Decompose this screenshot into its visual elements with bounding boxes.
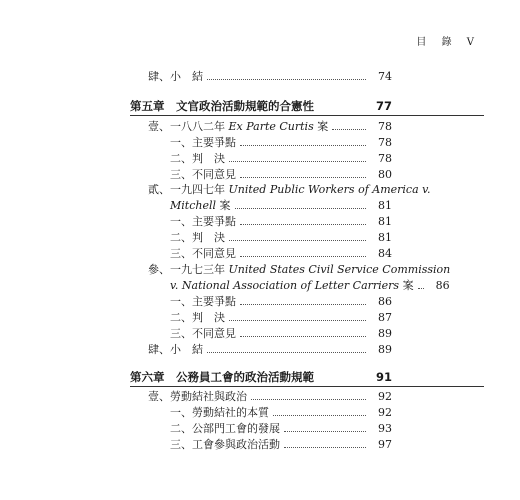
toc-entry-label: v. National Association of Letter Carriers 案 <box>170 279 414 292</box>
toc-entry[interactable] <box>170 438 392 452</box>
toc-page-number: 93 <box>378 422 392 435</box>
leader-dots <box>235 208 367 209</box>
running-header: 目 錄 V <box>416 37 480 48</box>
toc-entry-label: 肆、小 結 <box>148 343 203 356</box>
toc-page-number: 74 <box>378 70 392 83</box>
chapter-title: 第五章 文官政治活動規範的合憲性 <box>130 99 314 113</box>
leader-dots <box>207 79 366 80</box>
toc-page-number: 81 <box>378 199 392 212</box>
toc-entry-label: 一、主要爭點 <box>170 136 236 149</box>
leader-dots <box>229 161 366 162</box>
toc-page-number: 91 <box>375 370 392 384</box>
leader-dots <box>240 336 366 337</box>
toc-entry-label: 壹、一八八二年 Ex Parte Curtis 案 <box>148 120 329 133</box>
leader-dots <box>207 352 366 353</box>
toc-page-number: 89 <box>378 343 392 356</box>
toc-entry-continued[interactable] <box>170 279 450 293</box>
toc-entry[interactable] <box>170 327 392 341</box>
toc-entry-label: 貳、一九四七年 United Public Workers of America v. <box>148 183 431 196</box>
toc-entry-label: 二、公部門工會的發展 <box>170 422 280 435</box>
leader-dots <box>240 224 366 225</box>
leader-dots <box>284 447 366 448</box>
leader-dots <box>284 431 366 432</box>
toc-page-number: 86 <box>435 279 450 292</box>
toc-entry-label: 壹、勞動結社與政治 <box>148 390 247 403</box>
leader-dots <box>229 320 366 321</box>
leader-dots <box>240 177 366 178</box>
toc-entry[interactable] <box>170 136 392 150</box>
toc-entry[interactable] <box>170 168 392 182</box>
toc-entry[interactable] <box>170 215 392 229</box>
toc-entry[interactable] <box>148 70 392 84</box>
toc-page-number: 80 <box>378 168 392 181</box>
toc-chapter-heading[interactable] <box>130 99 392 113</box>
toc-entry-label: 一、主要爭點 <box>170 295 236 308</box>
toc-entry-continued[interactable] <box>170 199 392 213</box>
toc-entry-label: 三、不同意見 <box>170 247 236 260</box>
toc-entry-label: 肆、小 結 <box>148 70 203 83</box>
toc-entry[interactable] <box>148 343 392 357</box>
toc-page-number: 81 <box>378 215 392 228</box>
toc-page-number: 81 <box>378 231 392 244</box>
toc-entry-label: 三、工會參與政治活動 <box>170 438 280 451</box>
leader-dots <box>240 256 366 257</box>
leader-dots <box>251 399 366 400</box>
toc-entry[interactable] <box>170 247 392 261</box>
leader-dots <box>418 288 424 289</box>
toc-page-number: 89 <box>378 327 392 340</box>
toc-page-number: 87 <box>378 311 392 324</box>
leader-dots <box>273 415 366 416</box>
toc-page-number: 92 <box>378 406 392 419</box>
toc-page-number: 97 <box>378 438 392 451</box>
toc-page-number: 92 <box>378 390 392 403</box>
toc-entry-label: 二、判 決 <box>170 231 225 244</box>
toc-entry-label: 三、不同意見 <box>170 327 236 340</box>
leader-dots <box>332 129 366 130</box>
toc-entry-label: 參、一九七三年 United States Civil Service Commission <box>148 263 451 276</box>
toc-entry[interactable] <box>148 183 431 197</box>
toc-entry-label: 一、勞動結社的本質 <box>170 406 269 419</box>
toc-entry-label: 一、主要爭點 <box>170 215 236 228</box>
toc-page-number: 84 <box>378 247 392 260</box>
chapter-rule <box>130 386 484 387</box>
toc-entry-label: 二、判 決 <box>170 152 225 165</box>
toc-entry[interactable] <box>148 263 451 277</box>
toc-entry[interactable] <box>170 406 392 420</box>
toc-entry[interactable] <box>148 390 392 404</box>
toc-entry-label: 三、不同意見 <box>170 168 236 181</box>
toc-entry[interactable] <box>170 422 392 436</box>
toc-page-number: 86 <box>378 295 392 308</box>
toc-entry-label: Mitchell 案 <box>170 199 231 212</box>
toc-entry[interactable] <box>170 295 392 309</box>
toc-chapter-heading[interactable] <box>130 370 392 384</box>
chapter-rule <box>130 115 484 116</box>
toc-page-number: 78 <box>378 136 392 149</box>
chapter-title: 第六章 公務員工會的政治活動規範 <box>130 370 314 384</box>
toc-page-number: 78 <box>378 120 392 133</box>
toc-entry-label: 二、判 決 <box>170 311 225 324</box>
toc-page-number: 78 <box>378 152 392 165</box>
toc-entry[interactable] <box>170 152 392 166</box>
toc-entry[interactable] <box>170 231 392 245</box>
leader-dots <box>240 304 366 305</box>
leader-dots <box>240 145 366 146</box>
toc-entry[interactable] <box>170 311 392 325</box>
toc-entry[interactable] <box>148 120 392 134</box>
leader-dots <box>229 240 366 241</box>
toc-page-number: 77 <box>375 99 392 113</box>
